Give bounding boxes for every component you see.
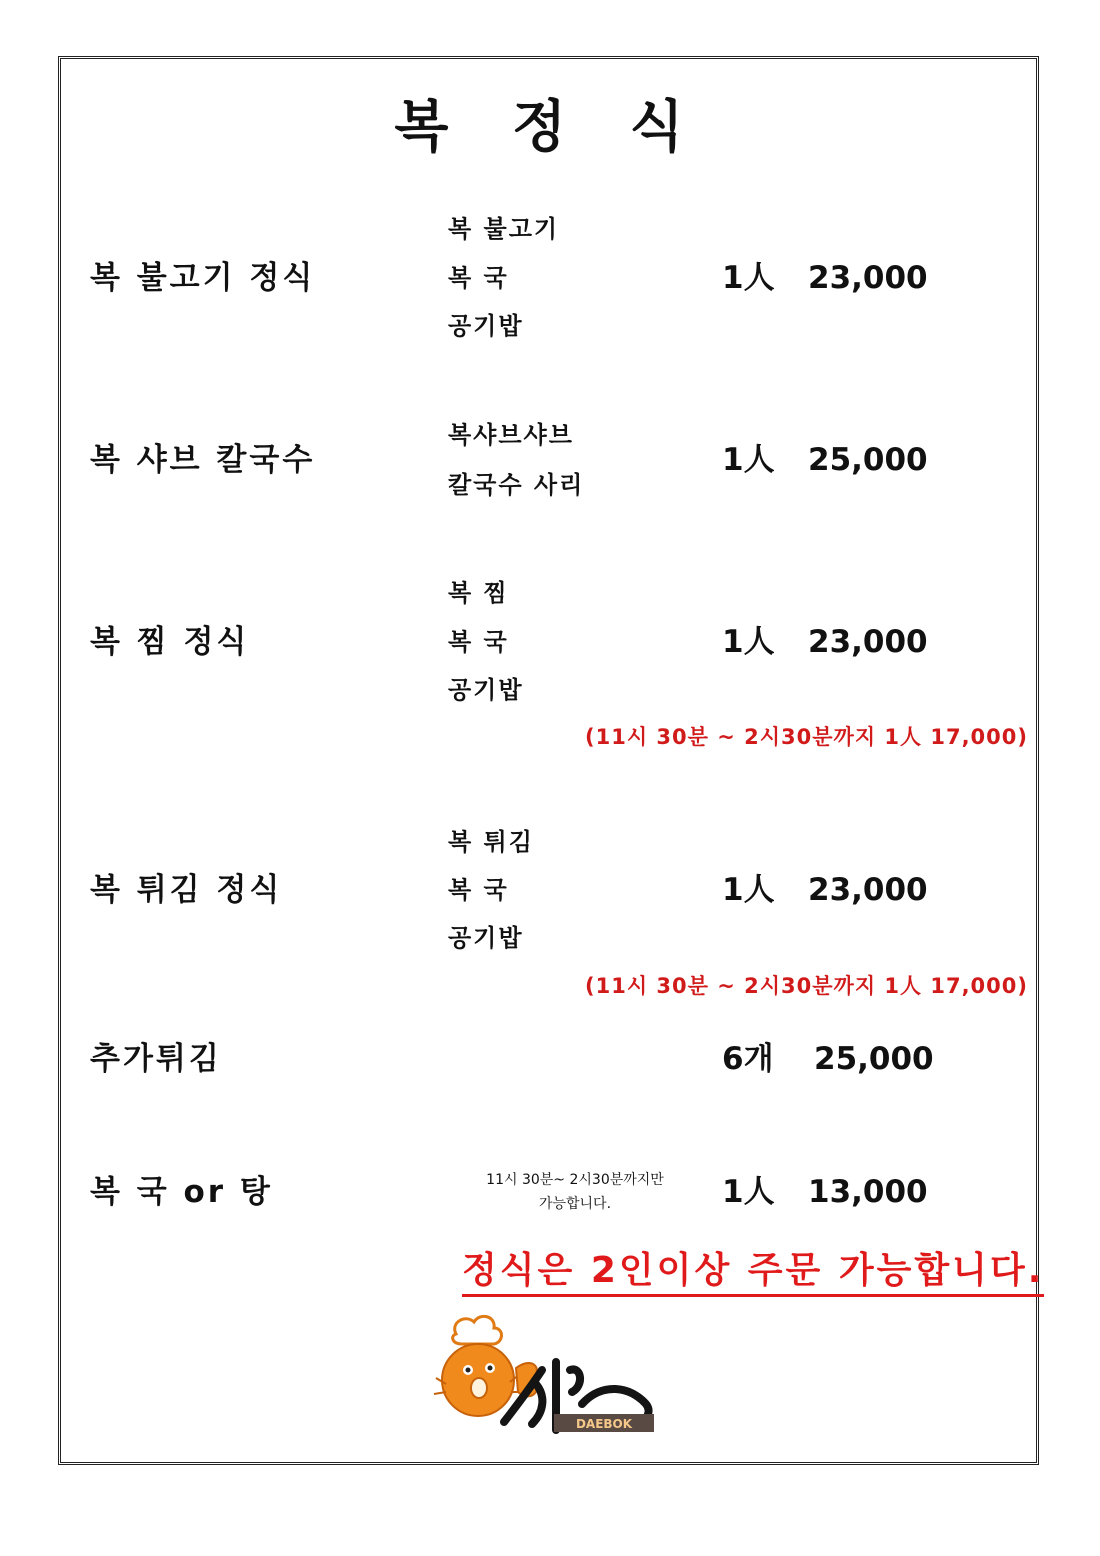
menu-item-component: 복 불고기 <box>448 215 560 243</box>
menu-item-price <box>722 1039 934 1079</box>
daebok-logo <box>432 1312 668 1440</box>
price-unit: 1人 <box>722 1174 775 1210</box>
menu-item-name: 복 튀김 정식 <box>90 872 283 908</box>
menu-item-component: 복샤브샤브 <box>448 421 574 449</box>
price-value: 13,000 <box>808 1174 928 1210</box>
menu-item-component: 공기밥 <box>448 312 524 340</box>
price-unit: 1人 <box>722 260 775 296</box>
price-value: 25,000 <box>808 442 928 478</box>
menu-item-component: 복 국 <box>448 264 509 292</box>
menu-item-component: 공기밥 <box>448 676 524 704</box>
availability-note: 가능합니다. <box>538 1196 612 1212</box>
availability-note: 11시 30분~ 2시30분까지만 <box>486 1172 664 1188</box>
lunch-price-note: (11시 30분 ~ 2시30분까지 1人 17,000) <box>585 725 1028 749</box>
menu-item-price <box>722 440 928 480</box>
menu-item-component: 복 찜 <box>448 579 509 607</box>
menu-item-component: 복 국 <box>448 876 509 904</box>
menu-item-component: 복 튀김 <box>448 828 534 856</box>
price-value: 23,000 <box>808 260 928 296</box>
price-unit: 1人 <box>722 872 775 908</box>
chef-hat-icon <box>453 1316 502 1344</box>
price-unit: 1人 <box>722 442 775 478</box>
menu-item-name: 복 샤브 칼국수 <box>90 442 316 478</box>
menu-item-component: 복 국 <box>448 628 509 656</box>
menu-item-price <box>722 258 928 298</box>
menu-item-name: 복 국 or 탕 <box>90 1174 273 1210</box>
menu-item-name: 복 찜 정식 <box>90 624 250 660</box>
lunch-price-note: (11시 30분 ~ 2시30분까지 1人 17,000) <box>585 974 1028 998</box>
price-value: 23,000 <box>808 624 928 660</box>
price-unit: 1人 <box>722 624 775 660</box>
price-value: 25,000 <box>814 1041 934 1077</box>
menu-item-component: 공기밥 <box>448 924 524 952</box>
menu-title: 복 정 식 <box>394 95 706 160</box>
menu-item-price <box>722 870 928 910</box>
price-value: 23,000 <box>808 872 928 908</box>
menu-item-price <box>722 622 928 662</box>
order-notice: 정식은 2인이상 주문 가능합니다. <box>462 1248 1044 1297</box>
menu-item-component: 칼국수 사리 <box>448 471 585 499</box>
menu-item-name: 추가튀김 <box>90 1041 222 1077</box>
logo-graphic <box>432 1312 668 1440</box>
menu-item-name: 복 불고기 정식 <box>90 260 316 296</box>
logo-subtext: DAEBOK <box>575 1417 633 1431</box>
menu-item-price <box>722 1172 928 1212</box>
price-unit: 6개 <box>722 1041 774 1077</box>
